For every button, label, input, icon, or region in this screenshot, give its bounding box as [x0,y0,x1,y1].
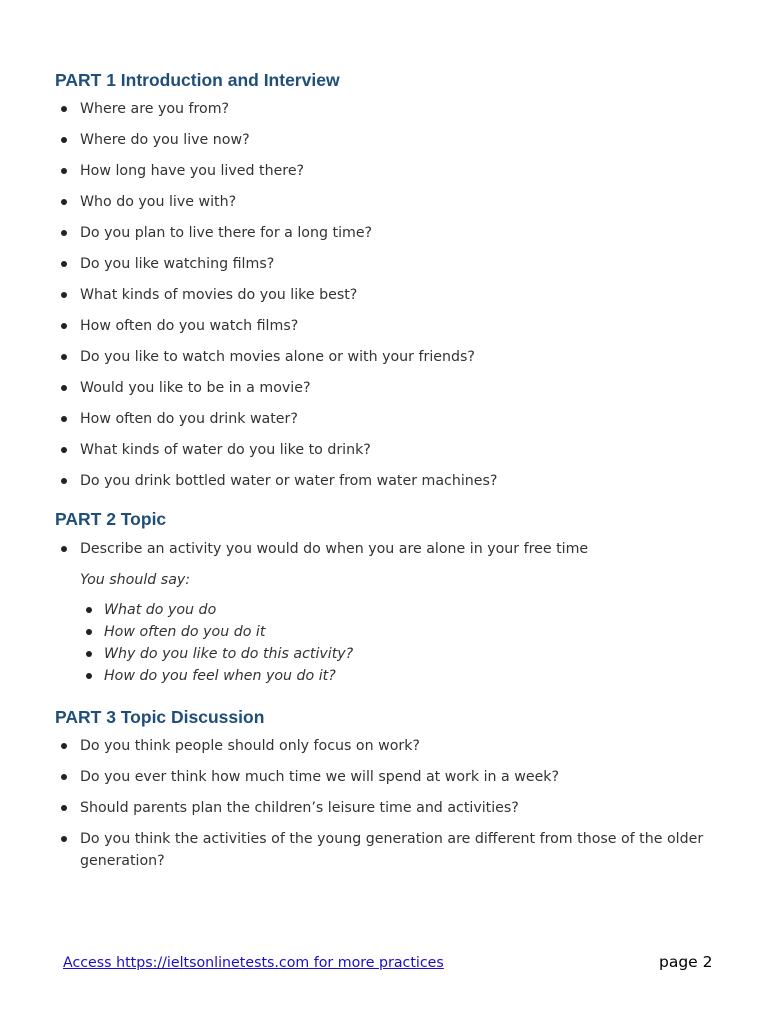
part1-heading: PART 1 Introduction and Interview [55,70,340,90]
you-should-say-label: You should say: [80,572,191,588]
list-item: Do you think people should only focus on work? [55,735,735,757]
part2-topic-list [55,538,735,560]
part3-heading: PART 3 Topic Discussion [55,707,265,727]
list-item: Where are you from? [55,98,735,129]
list-item: Do you think the activities of the young generation are different from those of the older generation? [55,828,735,872]
list-item: How often do you drink water? [55,408,735,439]
list-item: Why do you like to do this activity? [80,643,680,665]
part2-points-list [80,599,680,687]
list-item: How do you feel when you do it? [80,665,680,687]
list-item: How often do you do it [80,621,680,643]
list-item: What do you do [80,599,680,621]
list-item: How long have you lived there? [55,160,735,191]
list-item: Do you like watching films? [55,253,735,284]
part2-heading: PART 2 Topic [55,509,167,529]
list-item: Who do you live with? [55,191,735,222]
list-item: Do you drink bottled water or water from water machines? [55,470,735,501]
list-item: Would you like to be in a movie? [55,377,735,408]
list-item: Where do you live now? [55,129,735,160]
page-number: page 2 [659,953,713,971]
list-item: Should parents plan the children’s leisure time and activities? [55,797,735,819]
part1-question-list [55,98,735,501]
practice-site-link[interactable]: Access https://ieltsonlinetests.com for more practices [63,955,444,971]
list-item: What kinds of water do you like to drink? [55,439,735,470]
list-item: Do you plan to live there for a long time? [55,222,735,253]
part3-question-list [55,735,735,881]
list-item: What kinds of movies do you like best? [55,284,735,315]
list-item: Do you like to watch movies alone or with your friends? [55,346,735,377]
list-item: Describe an activity you would do when you are alone in your free time [55,538,735,560]
list-item: How often do you watch films? [55,315,735,346]
list-item: Do you ever think how much time we will spend at work in a week? [55,766,735,788]
